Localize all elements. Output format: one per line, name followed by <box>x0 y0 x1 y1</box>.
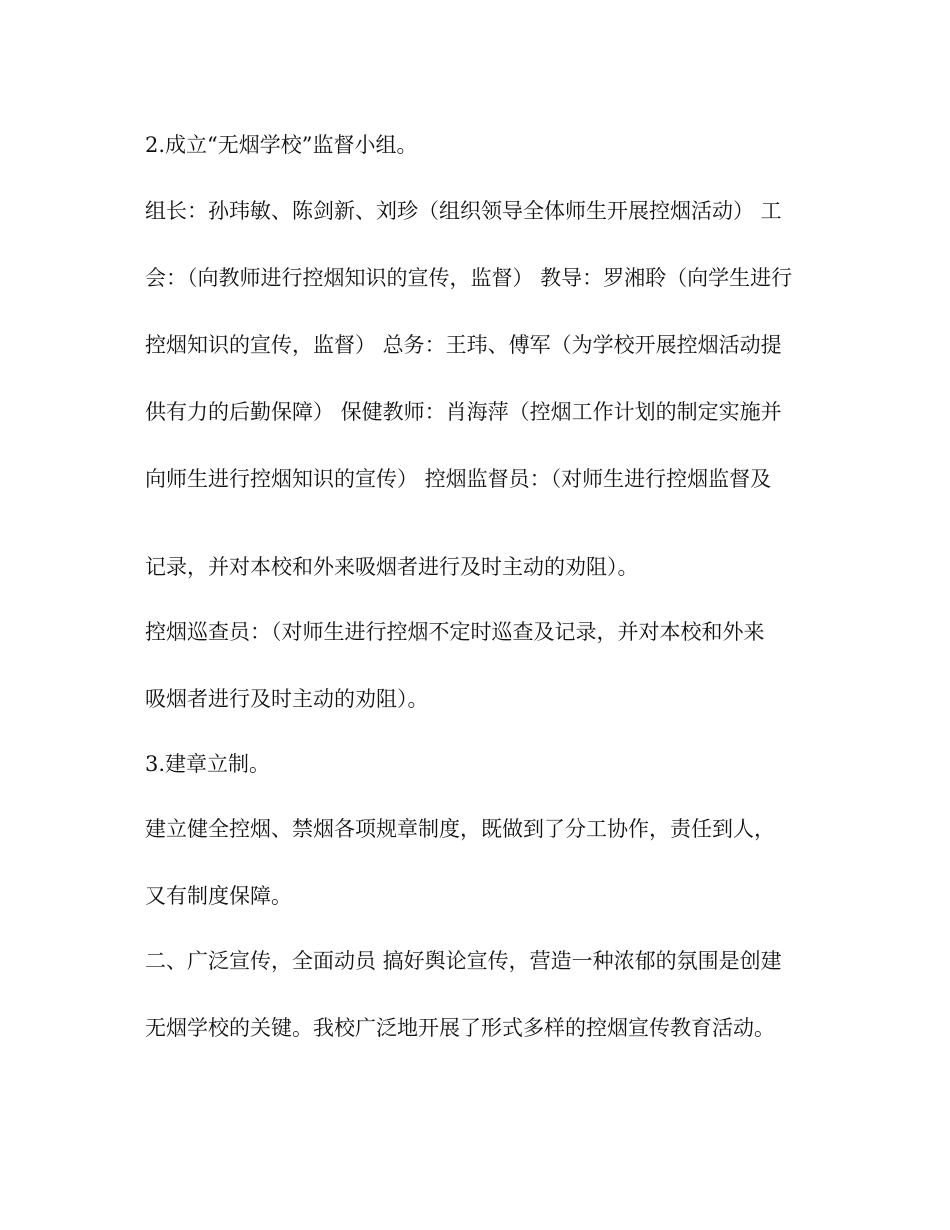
paragraph-line: 记录，并对本校和外来吸烟者进行及时主动的劝阻）。 <box>145 555 639 579</box>
heading-supervision-group: 2.成立“无烟学校”监督小组。 <box>145 133 418 157</box>
paragraph-line: 向师生进行控烟知识的宣传） 控烟监督员：（对师生进行控烟监督及 <box>145 467 772 491</box>
paragraph-line: 控烟知识的宣传，监督） 总务：王玮、傅军（为学校开展控烟活动提 <box>145 333 782 357</box>
paragraph-line: 控烟巡查员：（对师生进行控烟不定时巡查及记录，并对本校和外来 <box>145 620 765 644</box>
paragraph-line: 建立健全控烟、禁烟各项规章制度，既做到了分工协作，责任到人， <box>145 817 775 841</box>
paragraph-line: 组长：孙玮敏、陈剑新、刘珍（组织领导全体师生开展控烟活动） 工 <box>145 199 782 223</box>
paragraph-line: 二、广泛宣传，全面动员 搞好舆论宣传，营造一种浓郁的氛围是创建 <box>145 949 782 973</box>
paragraph-line: 吸烟者进行及时主动的劝阻）。 <box>145 687 429 711</box>
paragraph-line: 供有力的后勤保障） 保健教师：肖海萍（控烟工作计划的制定实施并 <box>145 400 782 424</box>
paragraph-line: 无烟学校的关键。我校广泛地开展了形式多样的控烟宣传教育活动。 <box>145 1016 775 1040</box>
paragraph-line: 又有制度保障。 <box>145 884 292 908</box>
heading-regulations: 3.建章立制。 <box>145 752 271 776</box>
paragraph-line: 会：（向教师进行控烟知识的宣传，监督） 教导：罗湘聆（向学生进行 <box>145 266 793 290</box>
